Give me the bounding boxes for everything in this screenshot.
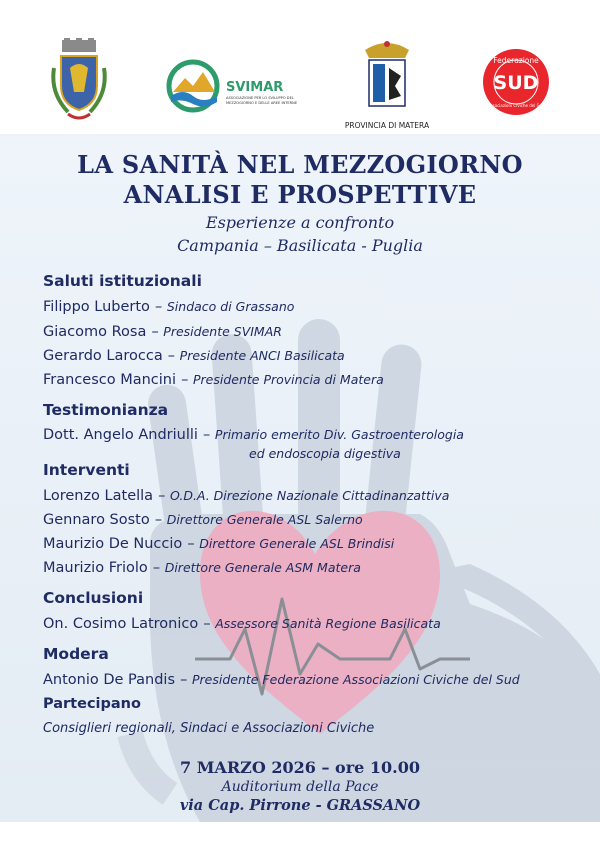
partecipano-text: Consiglieri regionali, Sindaci e Associazioni Civiche	[43, 721, 375, 736]
person-name: Dott. Angelo Andriulli	[43, 427, 198, 443]
title-line-1: LA SANITÀ NEL MEZZOGIORNO	[77, 150, 523, 179]
grassano-coat-of-arms-logo	[48, 38, 110, 124]
subtitle-line-1: Esperienze a confronto	[205, 213, 395, 232]
provincia-matera-crest	[357, 38, 417, 118]
person-role: Direttore Generale ASM Matera	[164, 560, 361, 575]
modera-heading: Modera	[43, 645, 109, 663]
person-role: Presidente Federazione Associazioni Civiche del Sud	[191, 672, 520, 687]
person-role: Direttore Generale ASL Salerno	[166, 512, 363, 527]
testimonianza-item: Dott. Angelo Andriulli – Primario emerito Div. Gastroenterologia	[43, 427, 464, 443]
saluti-item: Filippo Luberto – Sindaco di Grassano	[43, 299, 295, 315]
saluti-item: Giacomo Rosa – Presidente SVIMAR	[43, 324, 282, 340]
modera-item: Antonio De Pandis – Presidente Federazione Associazioni Civiche del Sud	[43, 672, 520, 688]
person-name: Gennaro Sosto	[43, 512, 150, 528]
event-date-time: 7 MARZO 2026 – ore 10.00	[180, 758, 420, 777]
saluti-heading: Saluti istituzionali	[43, 272, 202, 290]
bottom-margin	[0, 822, 600, 849]
person-name: On. Cosimo Latronico	[43, 616, 199, 632]
event-address: via Cap. Pirrone - GRASSANO	[179, 797, 421, 814]
person-name: Maurizio Friolo	[43, 560, 148, 576]
person-role: Direttore Generale ASL Brindisi	[199, 536, 395, 551]
person-role: Presidente ANCI Basilicata	[179, 348, 345, 363]
person-name: Gerardo Larocca	[43, 348, 163, 364]
person-role: O.D.A. Direzione Nazionale Cittadinanzattiva	[170, 488, 450, 503]
title-line-2: ANALISI E PROSPETTIVE	[123, 180, 477, 209]
svimar-logo-mark	[165, 58, 223, 114]
interventi-item: Gennaro Sosto – Direttore Generale ASL Salerno	[43, 512, 363, 528]
person-name: Giacomo Rosa	[43, 324, 147, 340]
testimonianza-heading: Testimonianza	[43, 401, 169, 419]
saluti-item: Gerardo Larocca – Presidente ANCI Basilicata	[43, 348, 345, 364]
person-name: Antonio De Pandis	[43, 672, 176, 688]
interventi-item: Maurizio Friolo – Direttore Generale ASM Matera	[43, 560, 361, 576]
person-role: Primario emerito Div. Gastroenterologia	[214, 427, 464, 442]
person-name: Lorenzo Latella	[43, 488, 154, 504]
person-role: Sindaco di Grassano	[166, 299, 295, 314]
provincia-matera-caption: PROVINCIA DI MATERA	[344, 121, 430, 130]
person-name: Filippo Luberto	[43, 299, 150, 315]
subtitle-line-2: Campania – Basilicata - Puglia	[177, 236, 423, 255]
person-role-continued: ed endoscopia digestiva	[249, 446, 401, 461]
person-name: Francesco Mancini	[43, 372, 177, 388]
conclusioni-heading: Conclusioni	[43, 589, 144, 607]
federazione-sud-logo	[482, 48, 550, 116]
interventi-item: Lorenzo Latella – O.D.A. Direzione Nazionale Cittadinanzattiva	[43, 488, 450, 504]
partecipano-heading: Partecipano	[43, 696, 141, 712]
federazione-top-text: Federazione	[493, 56, 539, 65]
federazione-center-text: SUD	[493, 72, 539, 94]
interventi-heading: Interventi	[43, 461, 130, 479]
event-venue: Auditorium della Pace	[221, 779, 379, 795]
person-name: Maurizio De Nuccio	[43, 536, 183, 552]
event-time: ore 10.00	[335, 758, 420, 777]
svimar-name: SVIMAR	[226, 80, 284, 95]
interventi-item: Maurizio De Nuccio – Direttore Generale ASL Brindisi	[43, 536, 395, 552]
conclusioni-item: On. Cosimo Latronico – Assessore Sanità Regione Basilicata	[43, 616, 441, 632]
svimar-tagline: ASSOCIAZIONE PER LO SVILUPPO DEL MEZZOGIORNO E DELLE AREE INTERNE	[226, 96, 298, 105]
person-role: Presidente SVIMAR	[163, 324, 282, 339]
event-date: 7 MARZO 2026	[180, 758, 316, 777]
person-role: Presidente Provincia di Matera	[192, 372, 384, 387]
saluti-item: Francesco Mancini – Presidente Provincia di Matera	[43, 372, 384, 388]
person-role: Assessore Sanità Regione Basilicata	[215, 616, 441, 631]
federazione-bottom-text: Associazioni Civiche del Sud	[487, 103, 545, 108]
